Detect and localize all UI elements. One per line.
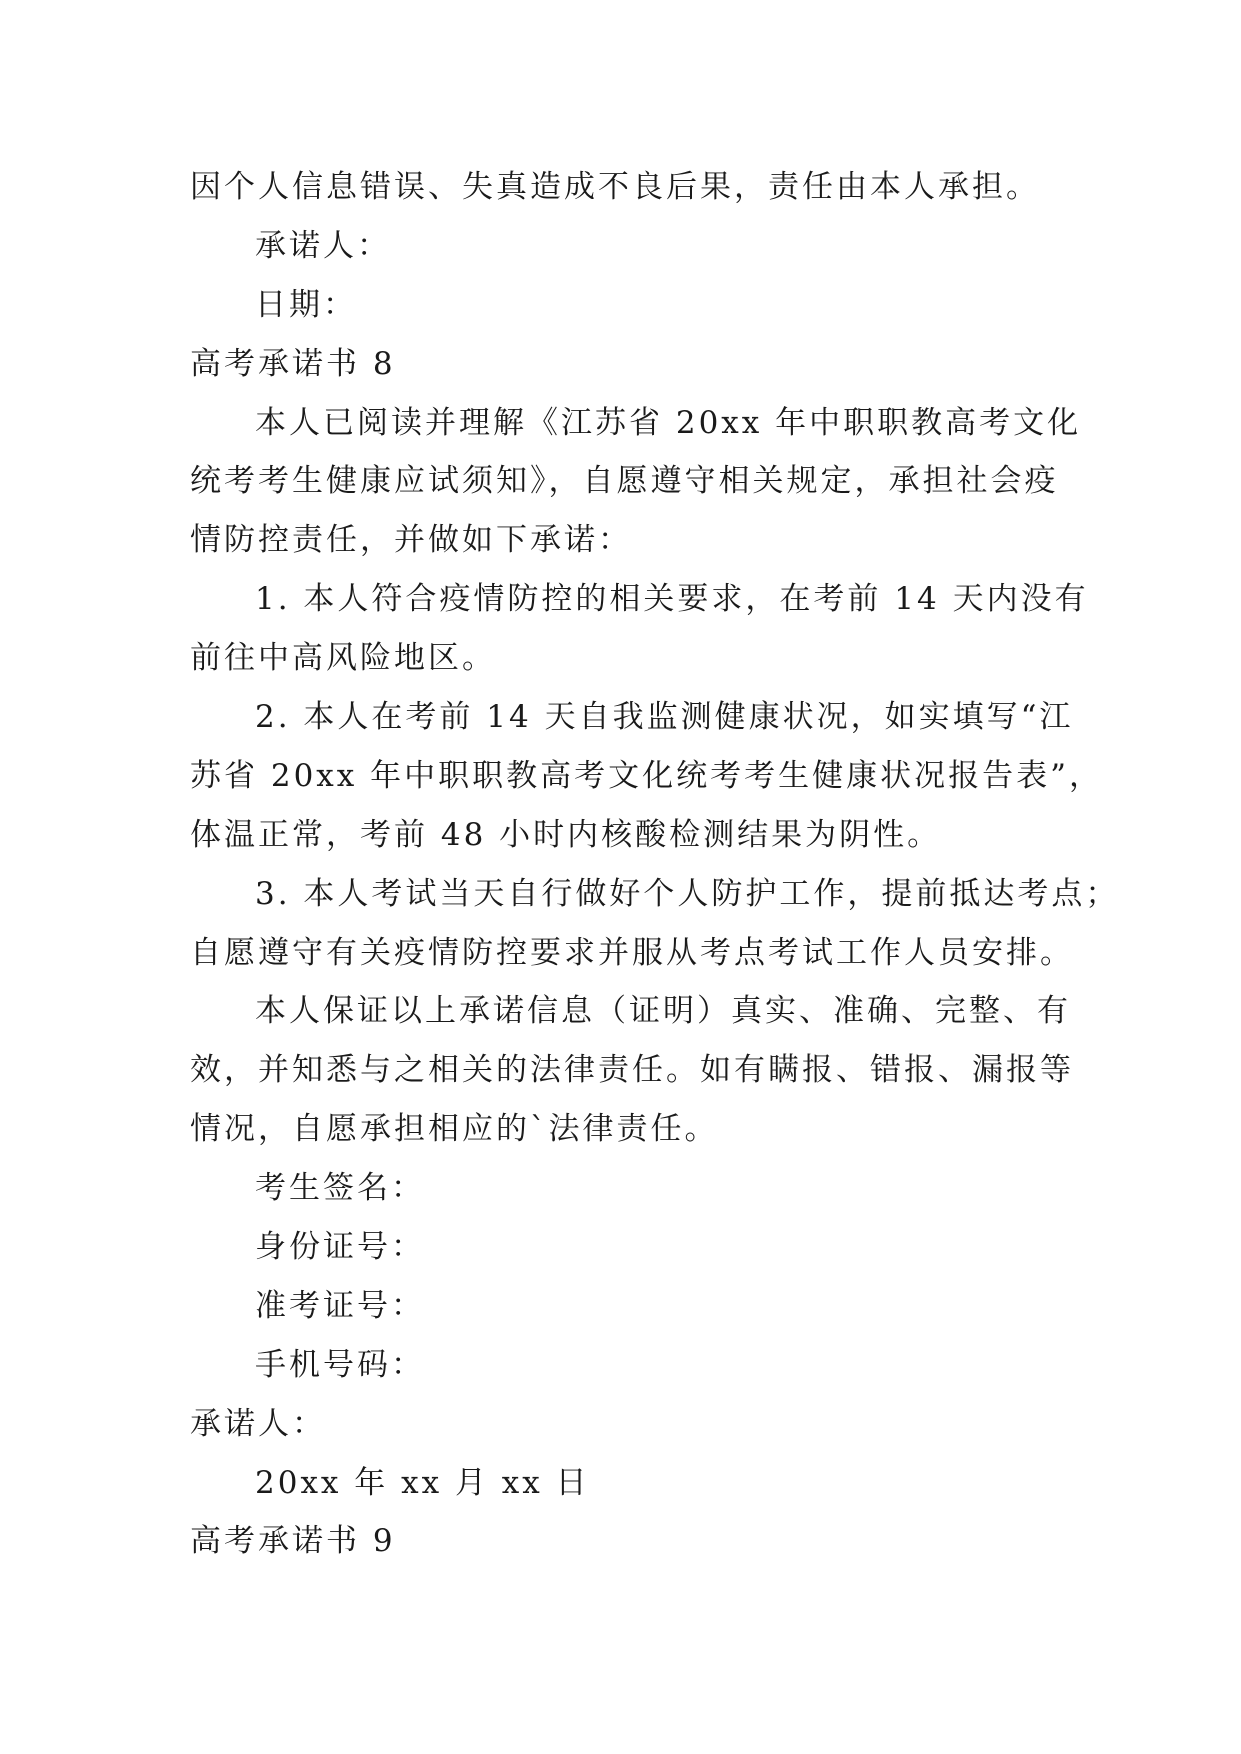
text-line: 考生签名： <box>255 1170 425 1207</box>
text-line: 苏省 20xx 年中职职教高考文化统考考生健康状况报告表”， <box>190 757 1103 794</box>
text-line: 手机号码： <box>255 1346 425 1383</box>
text-line: 本人保证以上承诺信息（证明）真实、准确、完整、有 <box>255 993 1071 1030</box>
text-line: 高考承诺书 8 <box>190 345 396 382</box>
text-line: 效，并知悉与之相关的法律责任。如有瞒报、错报、漏报等 <box>190 1052 1074 1089</box>
text-line: 2. 本人在考前 14 天自我监测健康状况，如实填写“江 <box>255 699 1074 736</box>
text-line: 本人已阅读并理解《江苏省 20xx 年中职职教高考文化 <box>255 404 1082 441</box>
text-line: 情况，自愿承担相应的`法律责任。 <box>190 1111 719 1148</box>
document-body <box>190 158 1120 1571</box>
text-line: 体温正常，考前 48 小时内核酸检测结果为阴性。 <box>190 816 942 853</box>
text-line: 自愿遵守有关疫情防控要求并服从考点考试工作人员安排。 <box>190 934 1074 971</box>
text-line: 高考承诺书 9 <box>190 1523 396 1560</box>
text-line: 情防控责任，并做如下承诺： <box>190 522 632 559</box>
text-line: 日期： <box>255 286 357 323</box>
text-line: 准考证号： <box>255 1287 425 1324</box>
text-line: 3. 本人考试当天自行做好个人防护工作，提前抵达考点； <box>255 875 1120 912</box>
text-line: 身份证号： <box>255 1229 425 1266</box>
text-line: 承诺人： <box>190 1405 326 1442</box>
text-line: 1. 本人符合疫情防控的相关要求，在考前 14 天内没有 <box>255 581 1089 618</box>
text-line: 统考考生健康应试须知》，自愿遵守相关规定，承担社会疫 <box>190 463 1059 500</box>
text-line: 20xx 年 xx 月 xx 日 <box>255 1464 590 1501</box>
text-line: 前往中高风险地区。 <box>190 640 496 677</box>
text-line: 因个人信息错误、失真造成不良后果，责任由本人承担。 <box>190 169 1040 205</box>
text-line: 承诺人： <box>255 227 391 264</box>
